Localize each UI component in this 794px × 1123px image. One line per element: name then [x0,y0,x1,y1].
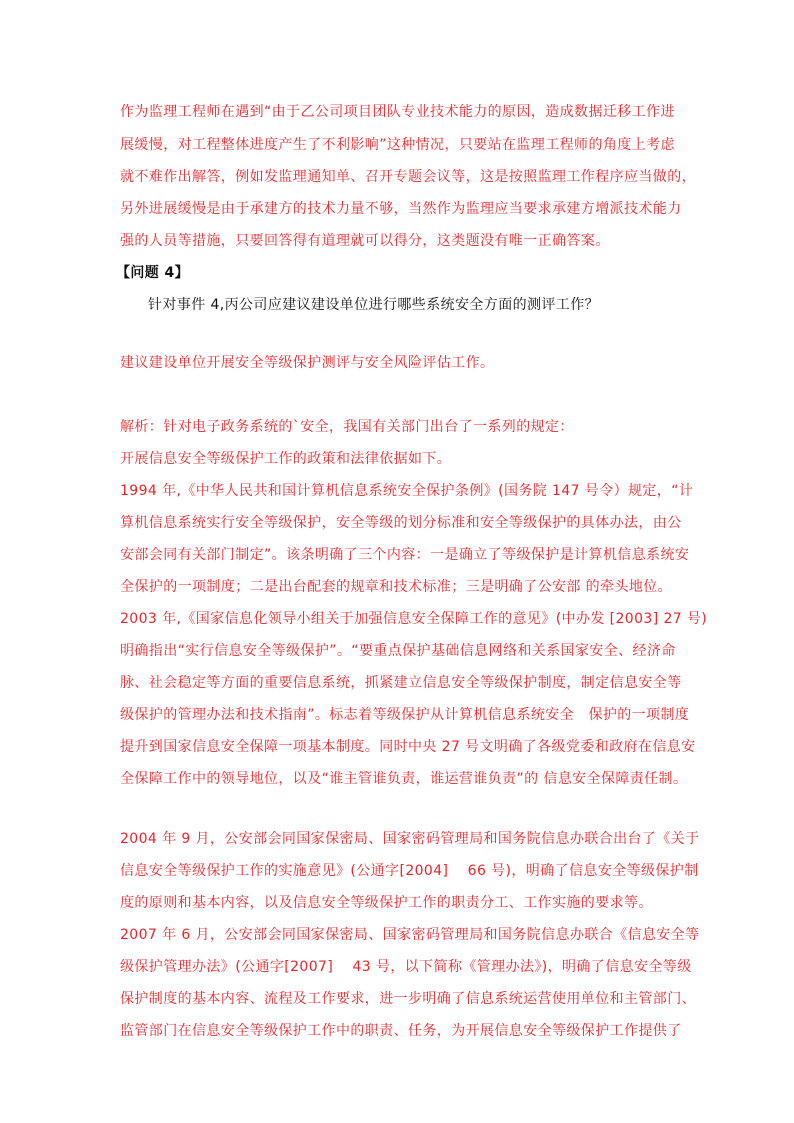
intro-line: 强的人员等措施，只要回答得有道理就可以得分，这类题没有唯一正确答案。 [120,233,610,249]
intro-line: 另外进展缓慢是由于承建方的技术力量不够，当然作为监理应当要求承建方增派技术能力 [120,201,682,217]
paragraph-2004-line: 信息安全等级保护工作的实施意见》(公通字[2004] 66 号)，明确了信息安全等级保护制 [120,863,699,879]
paragraph-1994-line: 全保护的一项制度；二是出台配套的规章和技术标准；三是明确了公安部 的牵头地位。 [120,579,673,595]
paragraph-2003-line: 全保障工作中的领导地位，以及“谁主管谁负责，谁运营谁负责”的 信息安全保障责任制。 [120,771,688,787]
paragraph-2007-line: 保护制度的基本内容、流程及工作要求，进一步明确了信息系统运营使用单位和主管部门、 [120,991,696,1007]
paragraph-2003-line: 级保护的管理办法和技术指南”。标志着等级保护从计算机信息系统安全 保护的一项制度 [120,707,690,723]
paragraph-1994-line: 算机信息系统实行安全等级保护，安全等级的划分标准和安全等级保护的具体办法，由公 [120,515,682,531]
paragraph-2003-line: 脉、社会稳定等方面的重要信息系统，抓紧建立信息安全等级保护制度，制定信息安全等 [120,675,682,691]
paragraph-1994-line: 安部会同有关部门制定”。该条明确了三个内容：一是确立了等级保护是计算机信息系统安 [120,547,690,563]
analysis-intro: 解析：针对电子政务系统的`安全，我国有关部门出台了一系列的规定： [120,419,574,435]
paragraph-2003-line: 2003 年,《国家信息化领导小组关于加强信息安全保障工作的意见》(中办发 [2003] 27 号) [120,611,708,627]
paragraph-2007-line: 监管部门在信息安全等级保护工作中的职责、任务，为开展信息安全等级保护工作提供了 [120,1023,682,1039]
analysis-basis: 开展信息安全等级保护工作的政策和法律依据如下。 [120,451,452,467]
paragraph-1994-line: 1994 年,《中华人民共和国计算机信息系统安全保护条例》(国务院 147 号令）规定，“计 [120,483,694,499]
paragraph-2004-line: 2004 年 9 月，公安部会同国家保密局、国家密码管理局和国务院信息办联合出台了《关于 [120,831,700,847]
answer-text: 建议建设单位开展安全等级保护测评与安全风险评估工作。 [120,355,495,371]
paragraph-2007-line: 级保护管理办法》(公通字[2007] 43 号，以下简称《管理办法》)，明确了信息安全等级 [120,959,692,975]
paragraph-2003-line: 提升到国家信息安全保障一项基本制度。同时中央 27 号文明确了各级党委和政府在信息安 [120,739,696,755]
question-heading: 【问题 4】 [116,265,190,281]
paragraph-2004-line: 度的原则和基本内容，以及信息安全等级保护工作的职责分工、工作实施的要求等。 [120,895,653,911]
intro-line: 就不难作出解答，例如发监理通知单、召开专题会议等，这是按照监理工作程序应当做的， [120,169,696,185]
paragraph-2003-line: 明确指出“实行信息安全等级保护”。“要重点保护基础信息网络和关系国家安全、经济命 [120,643,676,659]
question-text: 针对事件 4,丙公司应建议建设单位进行哪些系统安全方面的测评工作？ [148,297,600,313]
paragraph-2007-line: 2007 年 6 月，公安部会同国家保密局、国家密码管理局和国务院信息办联合《信息安全等 [120,927,700,943]
intro-line: 展缓慢，对工程整体进度产生了不利影响”这种情况，只要站在监理工程师的角度上考虑 [120,137,675,153]
intro-line: 作为监理工程师在遇到“由于乙公司项目团队专业技术能力的原因，造成数据迁移工作进 [120,104,675,120]
